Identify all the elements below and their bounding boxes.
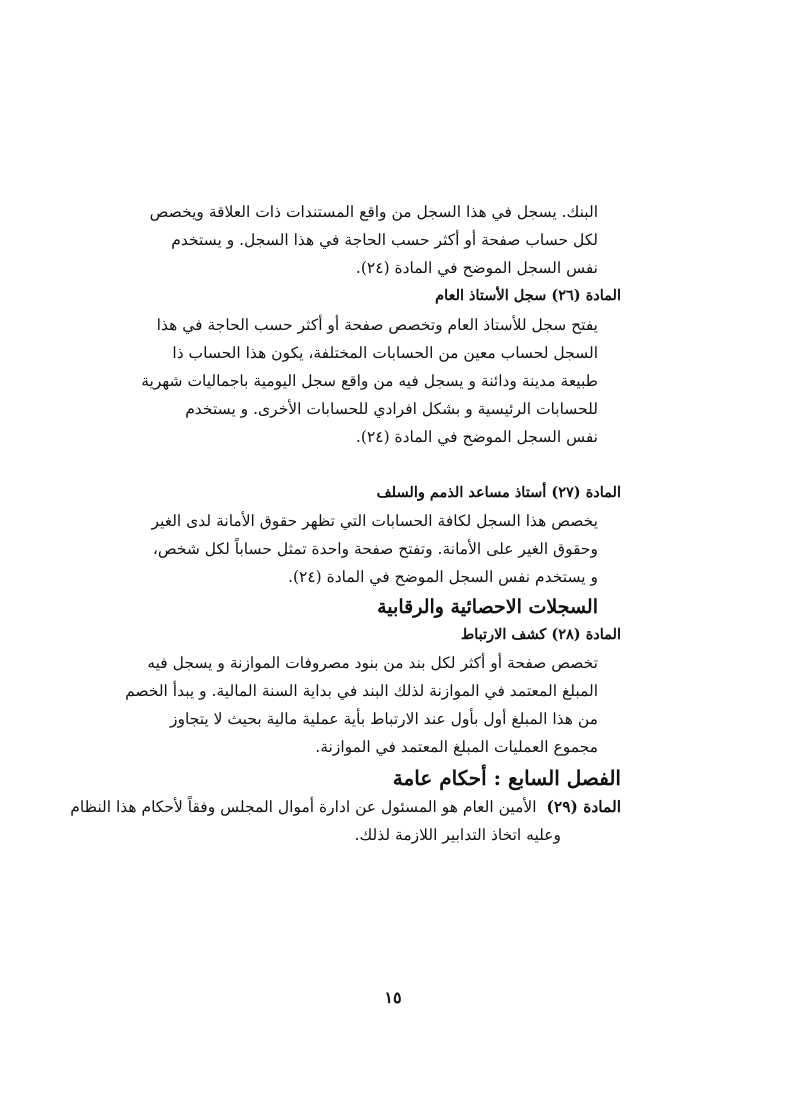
article-29-line	[70, 793, 621, 821]
article-26-line: السجل لحساب معين من الحسابات المختلفة، يكون هذا الحساب ذا	[172, 344, 598, 362]
page-number: ١٥	[384, 988, 402, 1007]
intro-line: البنك. يسجل في هذا السجل من واقع المستندات ذات العلاقة ويخصص	[149, 203, 598, 221]
article-28-line: مجموع العمليات المبلغ المعتمد في الموازنة.	[315, 738, 598, 756]
article-28-line: المبلغ المعتمد في الموازنة لذلك البند في بداية السنة المالية. و يبدأ الخصم	[125, 682, 598, 700]
intro-line: نفس السجل الموضح في المادة (٢٤).	[355, 259, 598, 277]
article-27-line: يخصص هذا السجل لكافة الحسابات التي تظهر حقوق الأمانة لدى الغير	[151, 512, 598, 530]
article-26-line: يفتح سجل للأستاذ العام وتخصص صفحة أو أكثر حسب الحاجة في هذا	[156, 316, 598, 334]
article-27-line: و يستخدم نفس السجل الموضح في المادة (٢٤).	[288, 568, 598, 586]
article-28-line: من هذا المبلغ أول بأول عند الارتباط بأية عملية مالية بحيث لا يتجاوز	[170, 710, 598, 728]
intro-line: لكل حساب صفحة أو أكثر حسب الحاجة في هذا السجل. و يستخدم	[171, 231, 598, 249]
article-29-text: الأمين العام هو المسئول عن ادارة أموال المجلس وفقاً لأحكام هذا النظام	[70, 798, 537, 816]
chapter-heading: الفصل السابع : أحكام عامة	[392, 766, 621, 790]
article-26-heading: المادة (٢٦) سجل الأستاذ العام	[435, 287, 621, 304]
article-27-line: وحقوق الغير على الأمانة. وتفتح صفحة واحدة تمثل حساباً لكل شخص،	[152, 540, 598, 558]
article-26-line: نفس السجل الموضح في المادة (٢٤).	[355, 428, 598, 446]
article-28-heading: المادة (٢٨) كشف الارتباط	[460, 626, 621, 643]
article-27-heading: المادة (٢٧) أستاذ مساعد الذمم والسلف	[376, 484, 621, 501]
section-heading: السجلات الاحصائية والرقابية	[377, 596, 598, 618]
article-26-line: للحسابات الرئيسية و بشكل افرادي للحسابات الأخرى. و يستخدم	[185, 400, 598, 418]
article-29-line: وعليه اتخاذ التدابير اللازمة لذلك.	[354, 826, 561, 844]
article-29-label: المادة (٢٩)	[546, 797, 621, 816]
article-26-line: طبيعة مدينة ودائنة و يسجل فيه من واقع سجل اليومية باجماليات شهرية	[141, 372, 598, 390]
article-28-line: تخصص صفحة أو أكثر لكل بند من بنود مصروفات الموازنة و يسجل فيه	[147, 654, 598, 672]
